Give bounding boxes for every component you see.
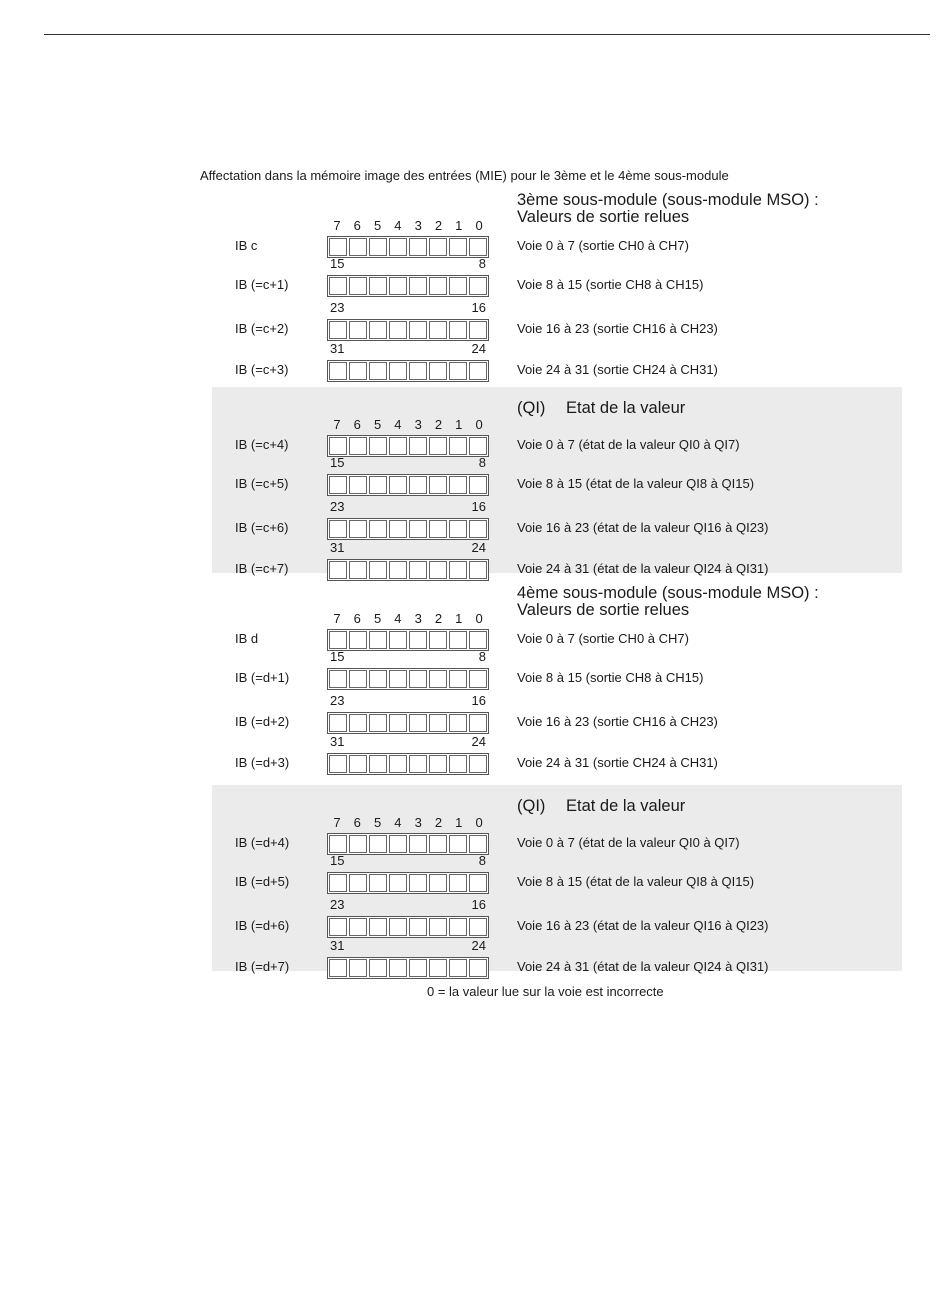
bit-cell — [409, 321, 427, 339]
byte-address-label: IB (=d+7) — [235, 959, 290, 974]
bit-number: 6 — [353, 417, 361, 432]
bit-cell — [409, 561, 427, 579]
bit-cell — [329, 835, 347, 853]
register-section — [0, 584, 950, 789]
bit-number: 2 — [434, 815, 443, 830]
bit-cell — [349, 631, 367, 649]
bit-number: 2 — [434, 417, 443, 432]
channel-description: Voie 24 à 31 (état de la valeur QI24 à QI31) — [517, 561, 769, 576]
bit-number: 4 — [394, 815, 402, 830]
top-rule — [44, 34, 930, 35]
bit-number-header — [327, 815, 490, 829]
bit-cell — [449, 277, 467, 295]
bit-cell — [449, 437, 467, 455]
bit-cell — [349, 959, 367, 977]
bit-cell — [449, 714, 467, 732]
byte-register — [327, 435, 489, 457]
bit-cell — [469, 362, 487, 380]
register-row — [0, 455, 950, 494]
bit-range-high: 15 — [330, 256, 345, 271]
bit-cell — [429, 874, 447, 892]
bit-cell — [409, 670, 427, 688]
byte-register — [327, 872, 489, 894]
byte-register — [327, 319, 489, 341]
channel-description: Voie 0 à 7 (état de la valeur QI0 à QI7) — [517, 835, 740, 850]
bit-cell — [409, 520, 427, 538]
bit-cell — [369, 476, 387, 494]
bit-number: 0 — [475, 815, 483, 830]
bit-cell — [429, 437, 447, 455]
byte-address-label: IB (=c+7) — [235, 561, 289, 576]
bit-number: 5 — [373, 611, 382, 626]
byte-register — [327, 474, 489, 496]
register-section — [0, 793, 950, 993]
register-row — [0, 649, 950, 688]
bit-cell — [449, 874, 467, 892]
bit-number-header — [327, 218, 490, 232]
bit-number: 1 — [455, 417, 463, 432]
bit-number: 4 — [394, 218, 402, 233]
bit-cell — [369, 561, 387, 579]
bit-range-high: 31 — [330, 734, 345, 749]
bit-cell — [389, 561, 407, 579]
bit-cell — [389, 520, 407, 538]
bit-range-high: 15 — [330, 649, 345, 664]
bit-range-low: 24 — [471, 734, 486, 749]
bit-cell — [329, 476, 347, 494]
bit-cell — [449, 520, 467, 538]
bit-cell — [329, 714, 347, 732]
bit-cell — [409, 755, 427, 773]
bit-number: 1 — [455, 815, 463, 830]
bit-cell — [449, 918, 467, 936]
byte-register — [327, 559, 489, 581]
byte-address-label: IB (=d+6) — [235, 918, 290, 933]
bit-number: 3 — [414, 417, 422, 432]
bit-cell — [369, 437, 387, 455]
bit-cell — [429, 238, 447, 256]
channel-description: Voie 24 à 31 (sortie CH24 à CH31) — [517, 362, 718, 377]
byte-address-label: IB (=d+2) — [235, 714, 290, 729]
byte-address-label: IB (=c+4) — [235, 437, 289, 452]
byte-register — [327, 833, 489, 855]
bit-cell — [329, 755, 347, 773]
bit-cell — [349, 835, 367, 853]
bit-cell — [349, 520, 367, 538]
bit-range-high: 31 — [330, 540, 345, 555]
channel-description: Voie 16 à 23 (état de la valeur QI16 à QI23) — [517, 918, 769, 933]
bit-cell — [409, 835, 427, 853]
bit-cell — [429, 959, 447, 977]
bit-cell — [369, 670, 387, 688]
bit-number: 5 — [373, 417, 382, 432]
bit-range-low: 8 — [478, 853, 486, 868]
bit-cell — [349, 437, 367, 455]
bit-cell — [469, 321, 487, 339]
bit-cell — [429, 631, 447, 649]
bit-cell — [349, 238, 367, 256]
bit-cell — [369, 755, 387, 773]
channel-description: Voie 8 à 15 (état de la valeur QI8 à QI15) — [517, 476, 755, 491]
bit-range-low: 16 — [471, 693, 486, 708]
bit-range-low: 8 — [478, 649, 486, 664]
bit-number: 6 — [353, 815, 361, 830]
bit-cell — [409, 362, 427, 380]
bit-range-low: 24 — [471, 938, 486, 953]
register-row — [0, 938, 950, 977]
bit-range-high: 31 — [330, 938, 345, 953]
bit-cell — [469, 670, 487, 688]
bit-cell — [409, 918, 427, 936]
bit-cell — [429, 670, 447, 688]
bit-cell — [409, 714, 427, 732]
bit-cell — [349, 670, 367, 688]
byte-register — [327, 753, 489, 775]
bit-number-header — [327, 611, 490, 625]
bit-cell — [469, 561, 487, 579]
bit-cell — [449, 755, 467, 773]
bit-cell — [389, 437, 407, 455]
bit-cell — [389, 238, 407, 256]
bit-number-header — [327, 417, 490, 431]
byte-address-label: IB (=d+4) — [235, 835, 290, 850]
section-heading — [517, 585, 819, 619]
register-row — [0, 833, 950, 853]
bit-cell — [409, 631, 427, 649]
bit-cell — [349, 277, 367, 295]
bit-cell — [389, 714, 407, 732]
byte-address-label: IB (=c+6) — [235, 520, 289, 535]
section-heading-line: 4ème sous-module (sous-module MSO) : — [517, 584, 819, 602]
bit-cell — [409, 476, 427, 494]
bit-number: 1 — [455, 218, 463, 233]
bit-cell — [429, 362, 447, 380]
bit-cell — [429, 755, 447, 773]
byte-address-label: IB (=d+3) — [235, 755, 290, 770]
bit-cell — [449, 561, 467, 579]
bit-cell — [469, 714, 487, 732]
bit-cell — [469, 959, 487, 977]
bit-cell — [429, 520, 447, 538]
bit-number: 0 — [475, 417, 483, 432]
bit-cell — [349, 362, 367, 380]
bit-range-high: 23 — [330, 499, 345, 514]
bit-range-high: 15 — [330, 455, 345, 470]
bit-cell — [449, 631, 467, 649]
bit-cell — [409, 959, 427, 977]
register-section — [0, 395, 950, 595]
bit-range-low: 16 — [471, 897, 486, 912]
section-heading-code: (QI) — [517, 399, 546, 417]
bit-cell — [329, 918, 347, 936]
byte-register — [327, 236, 489, 258]
bit-cell — [329, 874, 347, 892]
byte-register — [327, 518, 489, 540]
bit-number: 0 — [475, 218, 483, 233]
register-row — [0, 734, 950, 773]
bit-cell — [469, 755, 487, 773]
bit-cell — [449, 835, 467, 853]
channel-description: Voie 16 à 23 (sortie CH16 à CH23) — [517, 321, 718, 336]
channel-description: Voie 16 à 23 (sortie CH16 à CH23) — [517, 714, 718, 729]
bit-range-high: 31 — [330, 341, 345, 356]
channel-description: Voie 8 à 15 (sortie CH8 à CH15) — [517, 277, 704, 292]
bit-cell — [369, 714, 387, 732]
channel-description: Voie 16 à 23 (état de la valeur QI16 à QI23) — [517, 520, 769, 535]
register-row — [0, 435, 950, 455]
bit-number: 4 — [394, 417, 402, 432]
register-row — [0, 897, 950, 936]
byte-register — [327, 916, 489, 938]
bit-number: 0 — [475, 611, 483, 626]
bit-cell — [429, 476, 447, 494]
bit-cell — [389, 476, 407, 494]
bit-cell — [429, 321, 447, 339]
bit-cell — [349, 714, 367, 732]
bit-number: 7 — [333, 815, 341, 830]
bit-cell — [329, 437, 347, 455]
bit-cell — [389, 918, 407, 936]
bit-number: 1 — [455, 611, 463, 626]
bit-cell — [349, 755, 367, 773]
bit-range-high: 23 — [330, 897, 345, 912]
bit-cell — [389, 277, 407, 295]
bit-cell — [389, 874, 407, 892]
byte-register — [327, 668, 489, 690]
register-row — [0, 693, 950, 732]
byte-address-label: IB (=c+3) — [235, 362, 289, 377]
bit-cell — [369, 362, 387, 380]
bit-cell — [389, 321, 407, 339]
bit-range-low: 16 — [471, 499, 486, 514]
bit-cell — [469, 918, 487, 936]
bit-cell — [469, 437, 487, 455]
bit-cell — [389, 755, 407, 773]
channel-description: Voie 0 à 7 (état de la valeur QI0 à QI7) — [517, 437, 740, 452]
bit-number: 5 — [373, 815, 382, 830]
bit-cell — [429, 835, 447, 853]
bit-number: 7 — [333, 417, 341, 432]
bit-cell — [409, 238, 427, 256]
register-row — [0, 300, 950, 339]
bit-cell — [329, 277, 347, 295]
bit-cell — [469, 277, 487, 295]
bit-cell — [389, 959, 407, 977]
byte-address-label: IB d — [235, 631, 259, 646]
bit-range-low: 24 — [471, 540, 486, 555]
register-section — [0, 191, 950, 396]
bit-number: 3 — [414, 218, 422, 233]
bit-cell — [389, 670, 407, 688]
bit-cell — [329, 321, 347, 339]
bit-number: 6 — [353, 218, 361, 233]
channel-description: Voie 24 à 31 (état de la valeur QI24 à QI31) — [517, 959, 769, 974]
bit-cell — [349, 918, 367, 936]
register-row — [0, 256, 950, 295]
section-heading-line: Valeurs de sortie relues — [517, 601, 690, 619]
bit-number: 2 — [434, 611, 443, 626]
bit-cell — [349, 561, 367, 579]
section-heading-text: Etat de la valeur — [566, 399, 686, 417]
bit-cell — [369, 835, 387, 853]
bit-number: 6 — [353, 611, 361, 626]
bit-cell — [469, 835, 487, 853]
byte-address-label: IB (=c+1) — [235, 277, 289, 292]
bit-cell — [429, 714, 447, 732]
bit-cell — [449, 238, 467, 256]
register-row — [0, 540, 950, 579]
bit-cell — [409, 874, 427, 892]
bit-cell — [369, 277, 387, 295]
bit-number: 7 — [333, 611, 341, 626]
bit-cell — [409, 277, 427, 295]
bit-range-high: 23 — [330, 300, 345, 315]
bit-number: 2 — [434, 218, 443, 233]
bit-cell — [369, 238, 387, 256]
bit-cell — [369, 959, 387, 977]
bit-cell — [449, 362, 467, 380]
section-heading-line: 3ème sous-module (sous-module MSO) : — [517, 191, 819, 209]
footnote: 0 = la valeur lue sur la voie est incorrecte — [427, 984, 664, 999]
section-heading-code: (QI) — [517, 797, 546, 815]
bit-cell — [429, 277, 447, 295]
bit-range-low: 16 — [471, 300, 486, 315]
byte-register — [327, 712, 489, 734]
byte-address-label: IB c — [235, 238, 258, 253]
bit-cell — [469, 238, 487, 256]
bit-cell — [329, 631, 347, 649]
bit-cell — [409, 437, 427, 455]
section-heading — [517, 798, 685, 815]
bit-cell — [369, 918, 387, 936]
bit-cell — [329, 362, 347, 380]
bit-cell — [449, 476, 467, 494]
byte-address-label: IB (=d+5) — [235, 874, 290, 889]
bit-cell — [329, 959, 347, 977]
bit-cell — [469, 476, 487, 494]
channel-description: Voie 0 à 7 (sortie CH0 à CH7) — [517, 238, 689, 253]
register-row — [0, 341, 950, 380]
byte-register — [327, 275, 489, 297]
bit-cell — [449, 670, 467, 688]
bit-cell — [349, 321, 367, 339]
bit-range-low: 8 — [478, 256, 486, 271]
bit-number: 5 — [373, 218, 382, 233]
channel-description: Voie 8 à 15 (état de la valeur QI8 à QI15) — [517, 874, 755, 889]
section-heading — [517, 192, 819, 226]
byte-address-label: IB (=c+2) — [235, 321, 289, 336]
bit-cell — [329, 520, 347, 538]
bit-cell — [369, 874, 387, 892]
bit-cell — [369, 631, 387, 649]
bit-cell — [369, 321, 387, 339]
bit-cell — [389, 631, 407, 649]
bit-number: 3 — [414, 815, 422, 830]
bit-cell — [449, 959, 467, 977]
bit-cell — [349, 476, 367, 494]
diagram-title: Affectation dans la mémoire image des entrées (MIE) pour le 3ème et le 4ème sous-module — [200, 168, 729, 183]
register-row — [0, 236, 950, 256]
byte-address-label: IB (=c+5) — [235, 476, 289, 491]
section-heading-line: Valeurs de sortie relues — [517, 208, 690, 226]
bit-cell — [369, 520, 387, 538]
bit-cell — [469, 874, 487, 892]
bit-cell — [429, 561, 447, 579]
bit-range-low: 24 — [471, 341, 486, 356]
channel-description: Voie 0 à 7 (sortie CH0 à CH7) — [517, 631, 689, 646]
section-heading — [517, 400, 685, 417]
register-row — [0, 499, 950, 538]
bit-cell — [389, 362, 407, 380]
bit-cell — [449, 321, 467, 339]
byte-register — [327, 629, 489, 651]
channel-description: Voie 24 à 31 (sortie CH24 à CH31) — [517, 755, 718, 770]
bit-cell — [389, 835, 407, 853]
section-heading-text: Etat de la valeur — [566, 797, 686, 815]
bit-number: 7 — [333, 218, 341, 233]
bit-range-low: 8 — [478, 455, 486, 470]
bit-number: 4 — [394, 611, 402, 626]
bit-range-high: 23 — [330, 693, 345, 708]
byte-register — [327, 957, 489, 979]
bit-cell — [329, 561, 347, 579]
byte-address-label: IB (=d+1) — [235, 670, 290, 685]
bit-range-high: 15 — [330, 853, 345, 868]
bit-cell — [349, 874, 367, 892]
byte-register — [327, 360, 489, 382]
bit-number: 3 — [414, 611, 422, 626]
register-row — [0, 629, 950, 649]
bit-cell — [329, 238, 347, 256]
channel-description: Voie 8 à 15 (sortie CH8 à CH15) — [517, 670, 704, 685]
bit-cell — [469, 520, 487, 538]
bit-cell — [329, 670, 347, 688]
register-row — [0, 853, 950, 892]
bit-cell — [469, 631, 487, 649]
bit-cell — [429, 918, 447, 936]
